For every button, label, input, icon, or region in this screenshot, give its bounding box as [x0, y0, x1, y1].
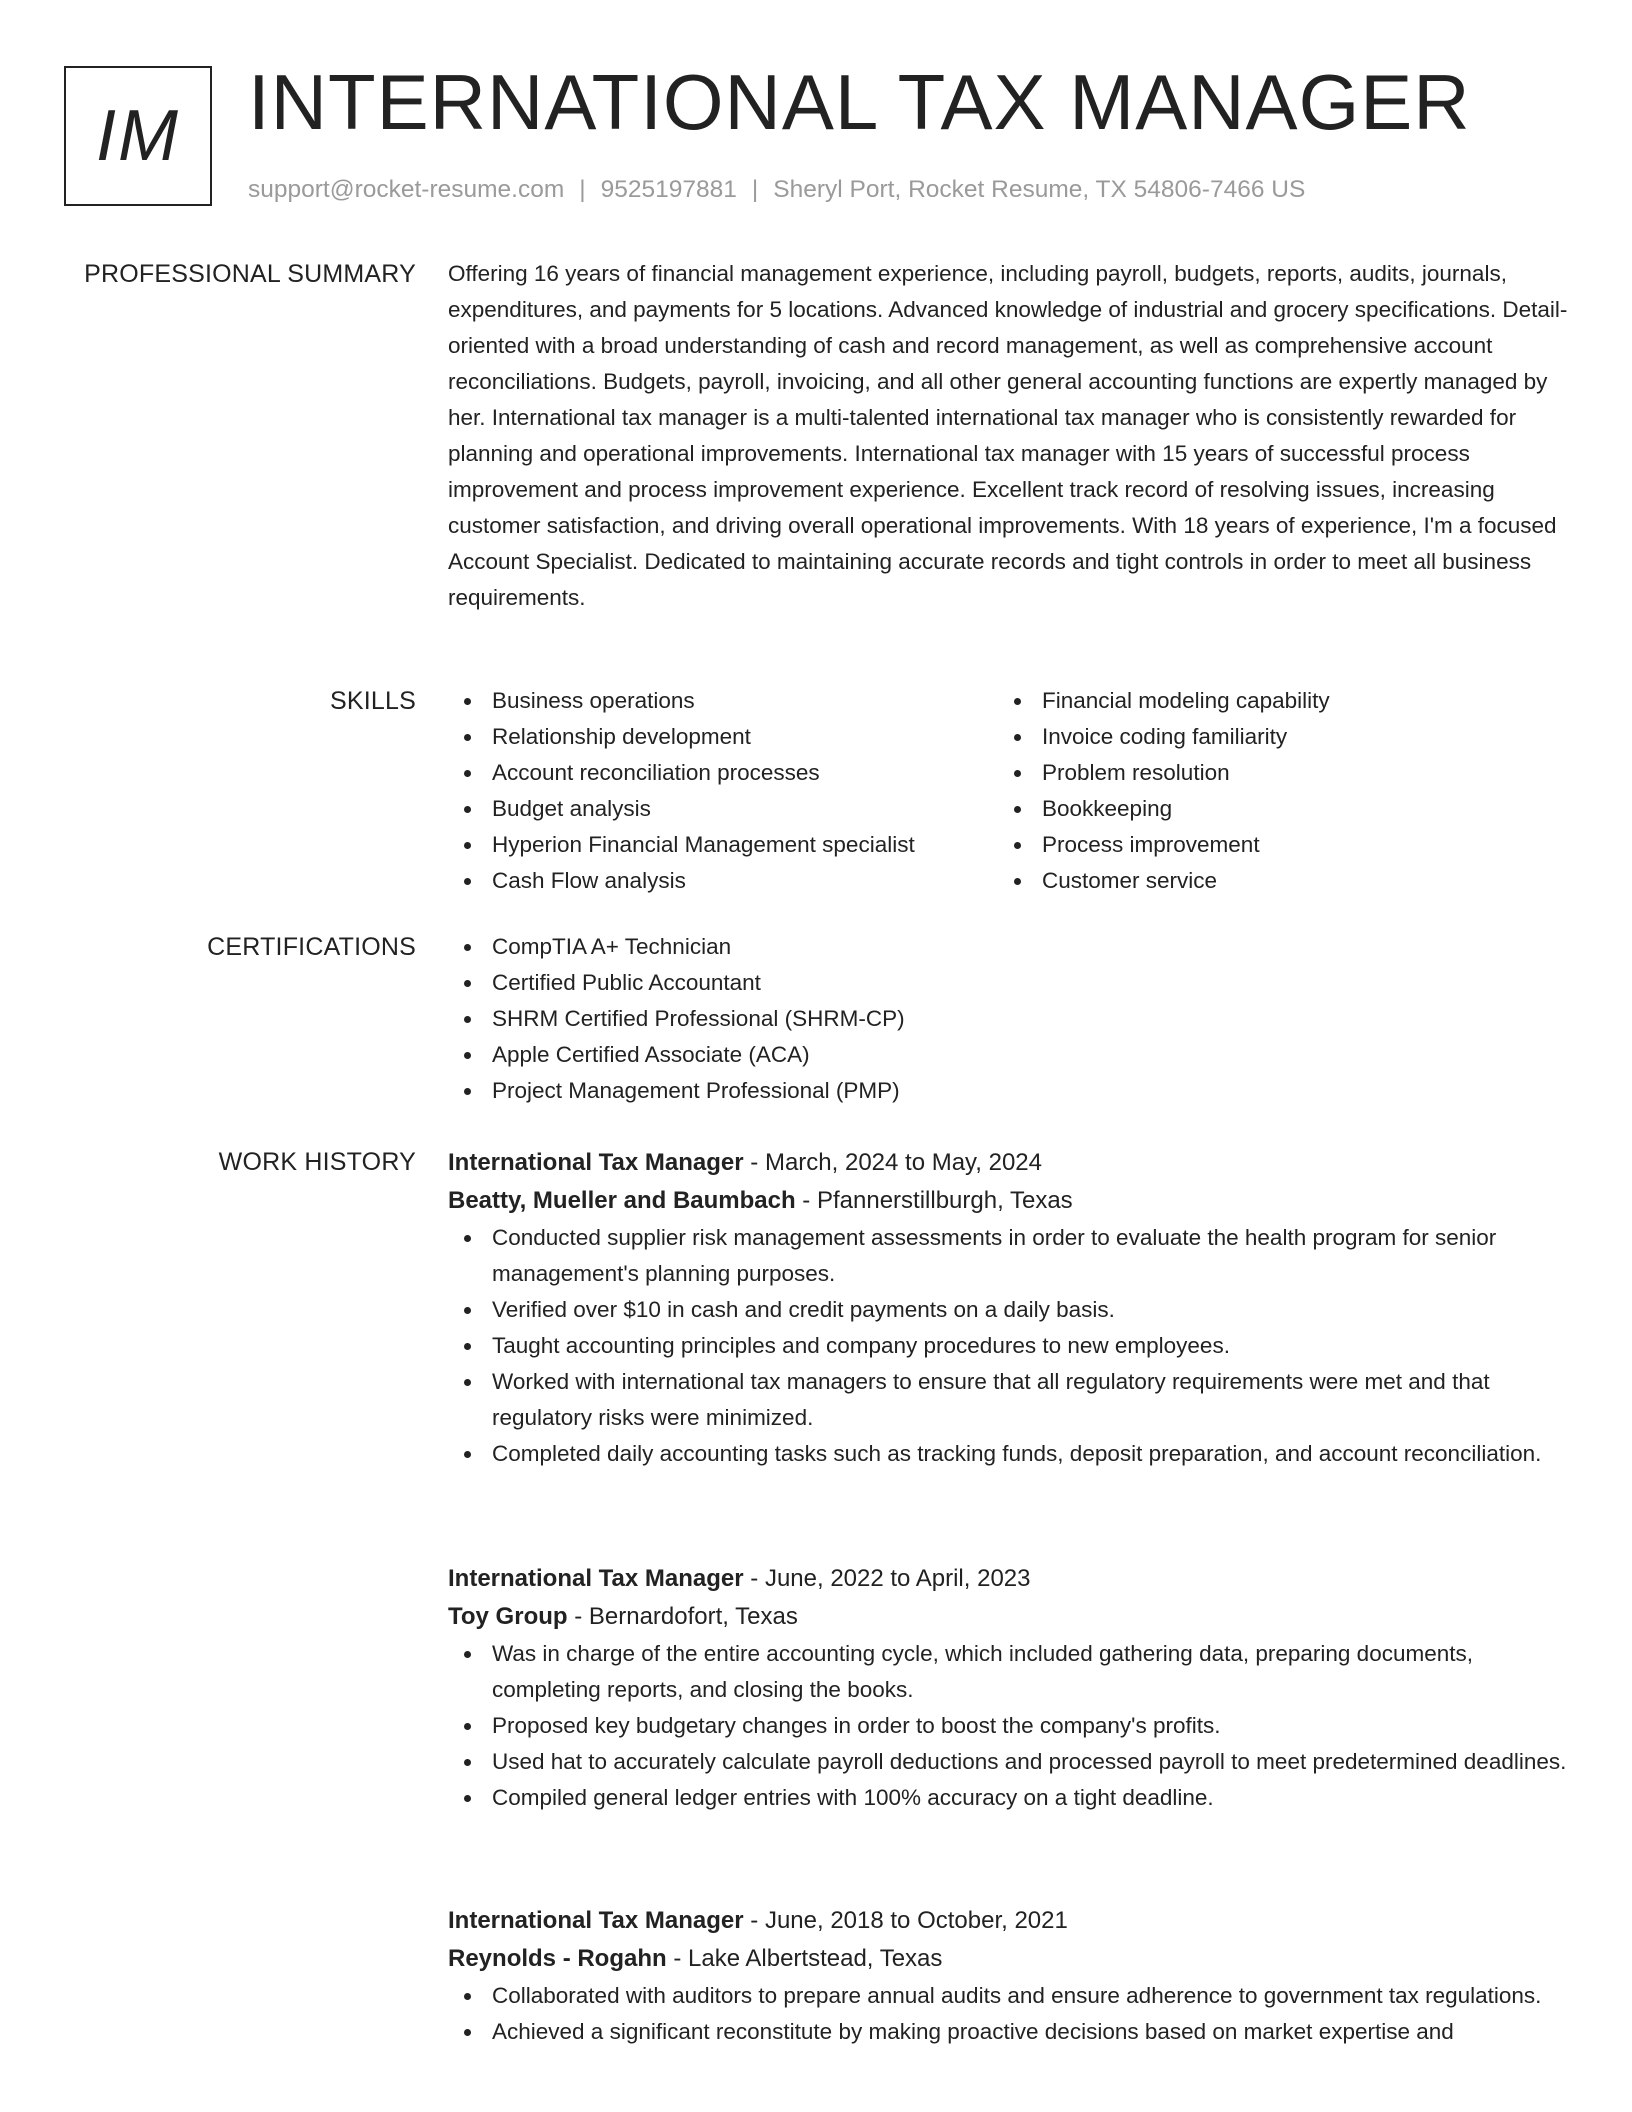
job-bullet: Was in charge of the entire accounting cycle, which included gathering data, preparing documents, completing reports, and closing the books.	[448, 1636, 1568, 1708]
skill-item: Financial modeling capability	[998, 683, 1558, 719]
job-entry	[448, 1144, 1568, 1472]
job-bullet: Worked with international tax managers to ensure that all regulatory requirements were met and that regulatory risks were minimized.	[448, 1364, 1568, 1436]
job-bullet: Collaborated with auditors to prepare annual audits and ensure adherence to government tax regulations.	[448, 1978, 1568, 2014]
job-company-line	[448, 1182, 1568, 1220]
job-entry	[448, 1560, 1568, 1816]
skill-item: Cash Flow analysis	[448, 863, 998, 899]
job-bullet: Compiled general ledger entries with 100% accuracy on a tight deadline.	[448, 1780, 1568, 1816]
job-title: International Tax Manager	[448, 1907, 744, 1934]
job-bullets	[448, 1978, 1568, 2050]
job-bullet: Completed daily accounting tasks such as tracking funds, deposit preparation, and account reconciliation.	[448, 1436, 1568, 1472]
contact-phone: 9525197881	[600, 176, 737, 203]
job-dates: - March, 2024 to May, 2024	[743, 1149, 1042, 1176]
resume-title: INTERNATIONAL TAX MANAGER	[248, 58, 1471, 146]
certifications-body	[448, 929, 1568, 1109]
summary-heading: PROFESSIONAL SUMMARY	[84, 260, 416, 288]
job-company-line	[448, 1940, 1568, 1978]
certification-item: Project Management Professional (PMP)	[448, 1073, 1568, 1109]
certifications-heading: CERTIFICATIONS	[207, 933, 416, 961]
job-bullets	[448, 1636, 1568, 1816]
job-company: Toy Group	[448, 1603, 568, 1630]
skills-body	[448, 683, 1568, 899]
job-location: - Bernardofort, Texas	[567, 1603, 798, 1630]
skill-item: Hyperion Financial Management specialist	[448, 827, 998, 863]
job-title-line	[448, 1560, 1568, 1598]
skills-list-right	[998, 683, 1558, 899]
job-title-line	[448, 1144, 1568, 1182]
skill-item: Process improvement	[998, 827, 1558, 863]
job-bullet: Conducted supplier risk management assessments in order to evaluate the health program for senior management's planning purposes.	[448, 1220, 1568, 1292]
certification-item: CompTIA A+ Technician	[448, 929, 1568, 965]
contact-separator: |	[579, 176, 586, 203]
job-bullet: Used hat to accurately calculate payroll deductions and processed payroll to meet predetermined deadlines.	[448, 1744, 1568, 1780]
skill-item: Problem resolution	[998, 755, 1558, 791]
job-location: - Lake Albertstead, Texas	[666, 1945, 943, 1972]
job-location: - Pfannerstillburgh, Texas	[795, 1187, 1073, 1214]
contact-separator: |	[751, 176, 759, 203]
job-company-line	[448, 1598, 1568, 1636]
certification-item: Apple Certified Associate (ACA)	[448, 1037, 1568, 1073]
skill-item: Customer service	[998, 863, 1558, 899]
job-dates: - June, 2018 to October, 2021	[743, 1907, 1068, 1934]
job-title: International Tax Manager	[448, 1565, 744, 1592]
skill-item: Budget analysis	[448, 791, 998, 827]
skill-item: Account reconciliation processes	[448, 755, 998, 791]
job-bullets	[448, 1220, 1568, 1472]
certifications-list	[448, 929, 1568, 1109]
skill-item: Business operations	[448, 683, 998, 719]
job-title: International Tax Manager	[448, 1149, 744, 1176]
job-entry	[448, 1902, 1568, 2050]
job-company: Beatty, Mueller and Baumbach	[448, 1187, 796, 1214]
job-bullet: Taught accounting principles and company procedures to new employees.	[448, 1328, 1568, 1364]
contact-line	[248, 174, 1305, 206]
certification-item: Certified Public Accountant	[448, 965, 1568, 1001]
contact-email: support@rocket-resume.com	[248, 176, 565, 203]
contact-address: Sheryl Port, Rocket Resume, TX 54806-7466 US	[773, 176, 1306, 203]
job-company: Reynolds - Rogahn	[448, 1945, 667, 1972]
job-bullet: Proposed key budgetary changes in order to boost the company's profits.	[448, 1708, 1568, 1744]
summary-text: Offering 16 years of financial management experience, including payroll, budgets, reports, audits, journals, expenditures, and payments for 5 locations. Advanced knowledge of industrial and grocery specifications. Detail-oriented with a broad understanding of cash and record management, as well as comprehensive account reconciliations. Budgets, payroll, invoicing, and all other general accounting functions are expertly managed by her. International tax manager is a multi-talented international tax manager who is consistently rewarded for planning and operational improvements. International tax manager with 15 years of successful process improvement and process improvement experience. Excellent track record of resolving issues, increasing customer satisfaction, and driving overall operational improvements. With 18 years of experience, I'm a focused Account Specialist. Dedicated to maintaining accurate records and tight controls in order to meet all business requirements.	[448, 261, 1568, 610]
skills-list-left	[448, 683, 998, 899]
monogram-badge	[64, 66, 212, 206]
skills-heading: SKILLS	[330, 687, 416, 715]
certification-item: SHRM Certified Professional (SHRM-CP)	[448, 1001, 1568, 1037]
work-history-heading: WORK HISTORY	[218, 1148, 416, 1176]
job-bullet: Achieved a significant reconstitute by making proactive decisions based on market expertise and	[448, 2014, 1568, 2050]
job-dates: - June, 2022 to April, 2023	[743, 1565, 1031, 1592]
job-bullet: Verified over $10 in cash and credit payments on a daily basis.	[448, 1292, 1568, 1328]
skill-item: Invoice coding familiarity	[998, 719, 1558, 755]
skill-item: Relationship development	[448, 719, 998, 755]
job-title-line	[448, 1902, 1568, 1940]
monogram-initials: IM	[96, 96, 180, 176]
skill-item: Bookkeeping	[998, 791, 1558, 827]
summary-body	[448, 256, 1568, 616]
